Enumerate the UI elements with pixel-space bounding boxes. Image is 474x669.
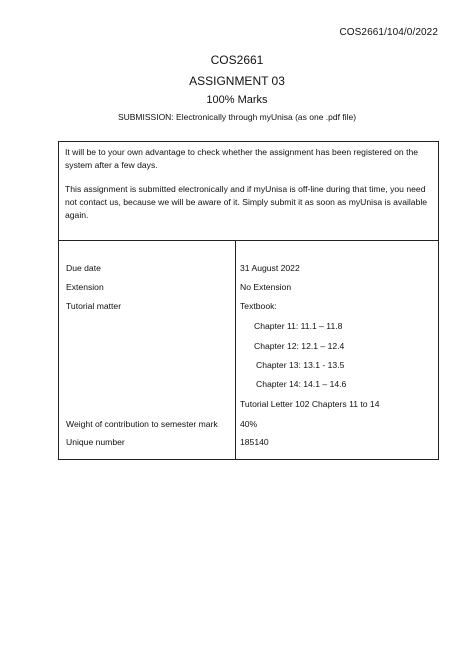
- chapter-item: Chapter 11: 11.1 – 11.8: [254, 321, 343, 331]
- tutorial-matter-label: Tutorial matter: [66, 301, 122, 311]
- extension-value: No Extension: [240, 282, 292, 292]
- due-date-value: 31 August 2022: [240, 263, 300, 273]
- unique-number-label: Unique number: [66, 437, 125, 447]
- assignment-title: ASSIGNMENT 03: [189, 74, 285, 88]
- extension-label: Extension: [66, 282, 104, 292]
- chapter-item: Chapter 14: 14.1 – 14.6: [256, 379, 347, 389]
- details-table: [58, 241, 439, 460]
- unique-number-value: 185140: [240, 437, 269, 447]
- marks-heading: 100% Marks: [206, 94, 268, 106]
- textbook-label: Textbook:: [240, 301, 277, 311]
- document-reference: COS2661/104/0/2022: [339, 27, 438, 38]
- notice-paragraph-1: It will be to your own advantage to check whether the assignment has been registered on the system after a few days.: [65, 147, 419, 170]
- weight-label: Weight of contribution to semester mark: [66, 419, 218, 429]
- submission-info: SUBMISSION: Electronically through myUnisa (as one .pdf file): [117, 112, 357, 122]
- column-divider: [235, 241, 236, 459]
- tutorial-letter: Tutorial Letter 102 Chapters 11 to 14: [240, 399, 380, 409]
- notice-box: [58, 141, 439, 241]
- chapter-item: Chapter 12: 12.1 – 12.4: [254, 341, 345, 351]
- course-code: COS2661: [210, 53, 264, 67]
- chapter-item: Chapter 13: 13.1 - 13.5: [256, 360, 345, 370]
- notice-paragraph-2: This assignment is submitted electronically and if myUnisa is off-line during that time, you need not contact us, because we will be aware of it. Simply submit it as soon as myUnisa is available again.: [65, 184, 428, 220]
- due-date-label: Due date: [66, 263, 101, 273]
- weight-value: 40%: [240, 419, 258, 429]
